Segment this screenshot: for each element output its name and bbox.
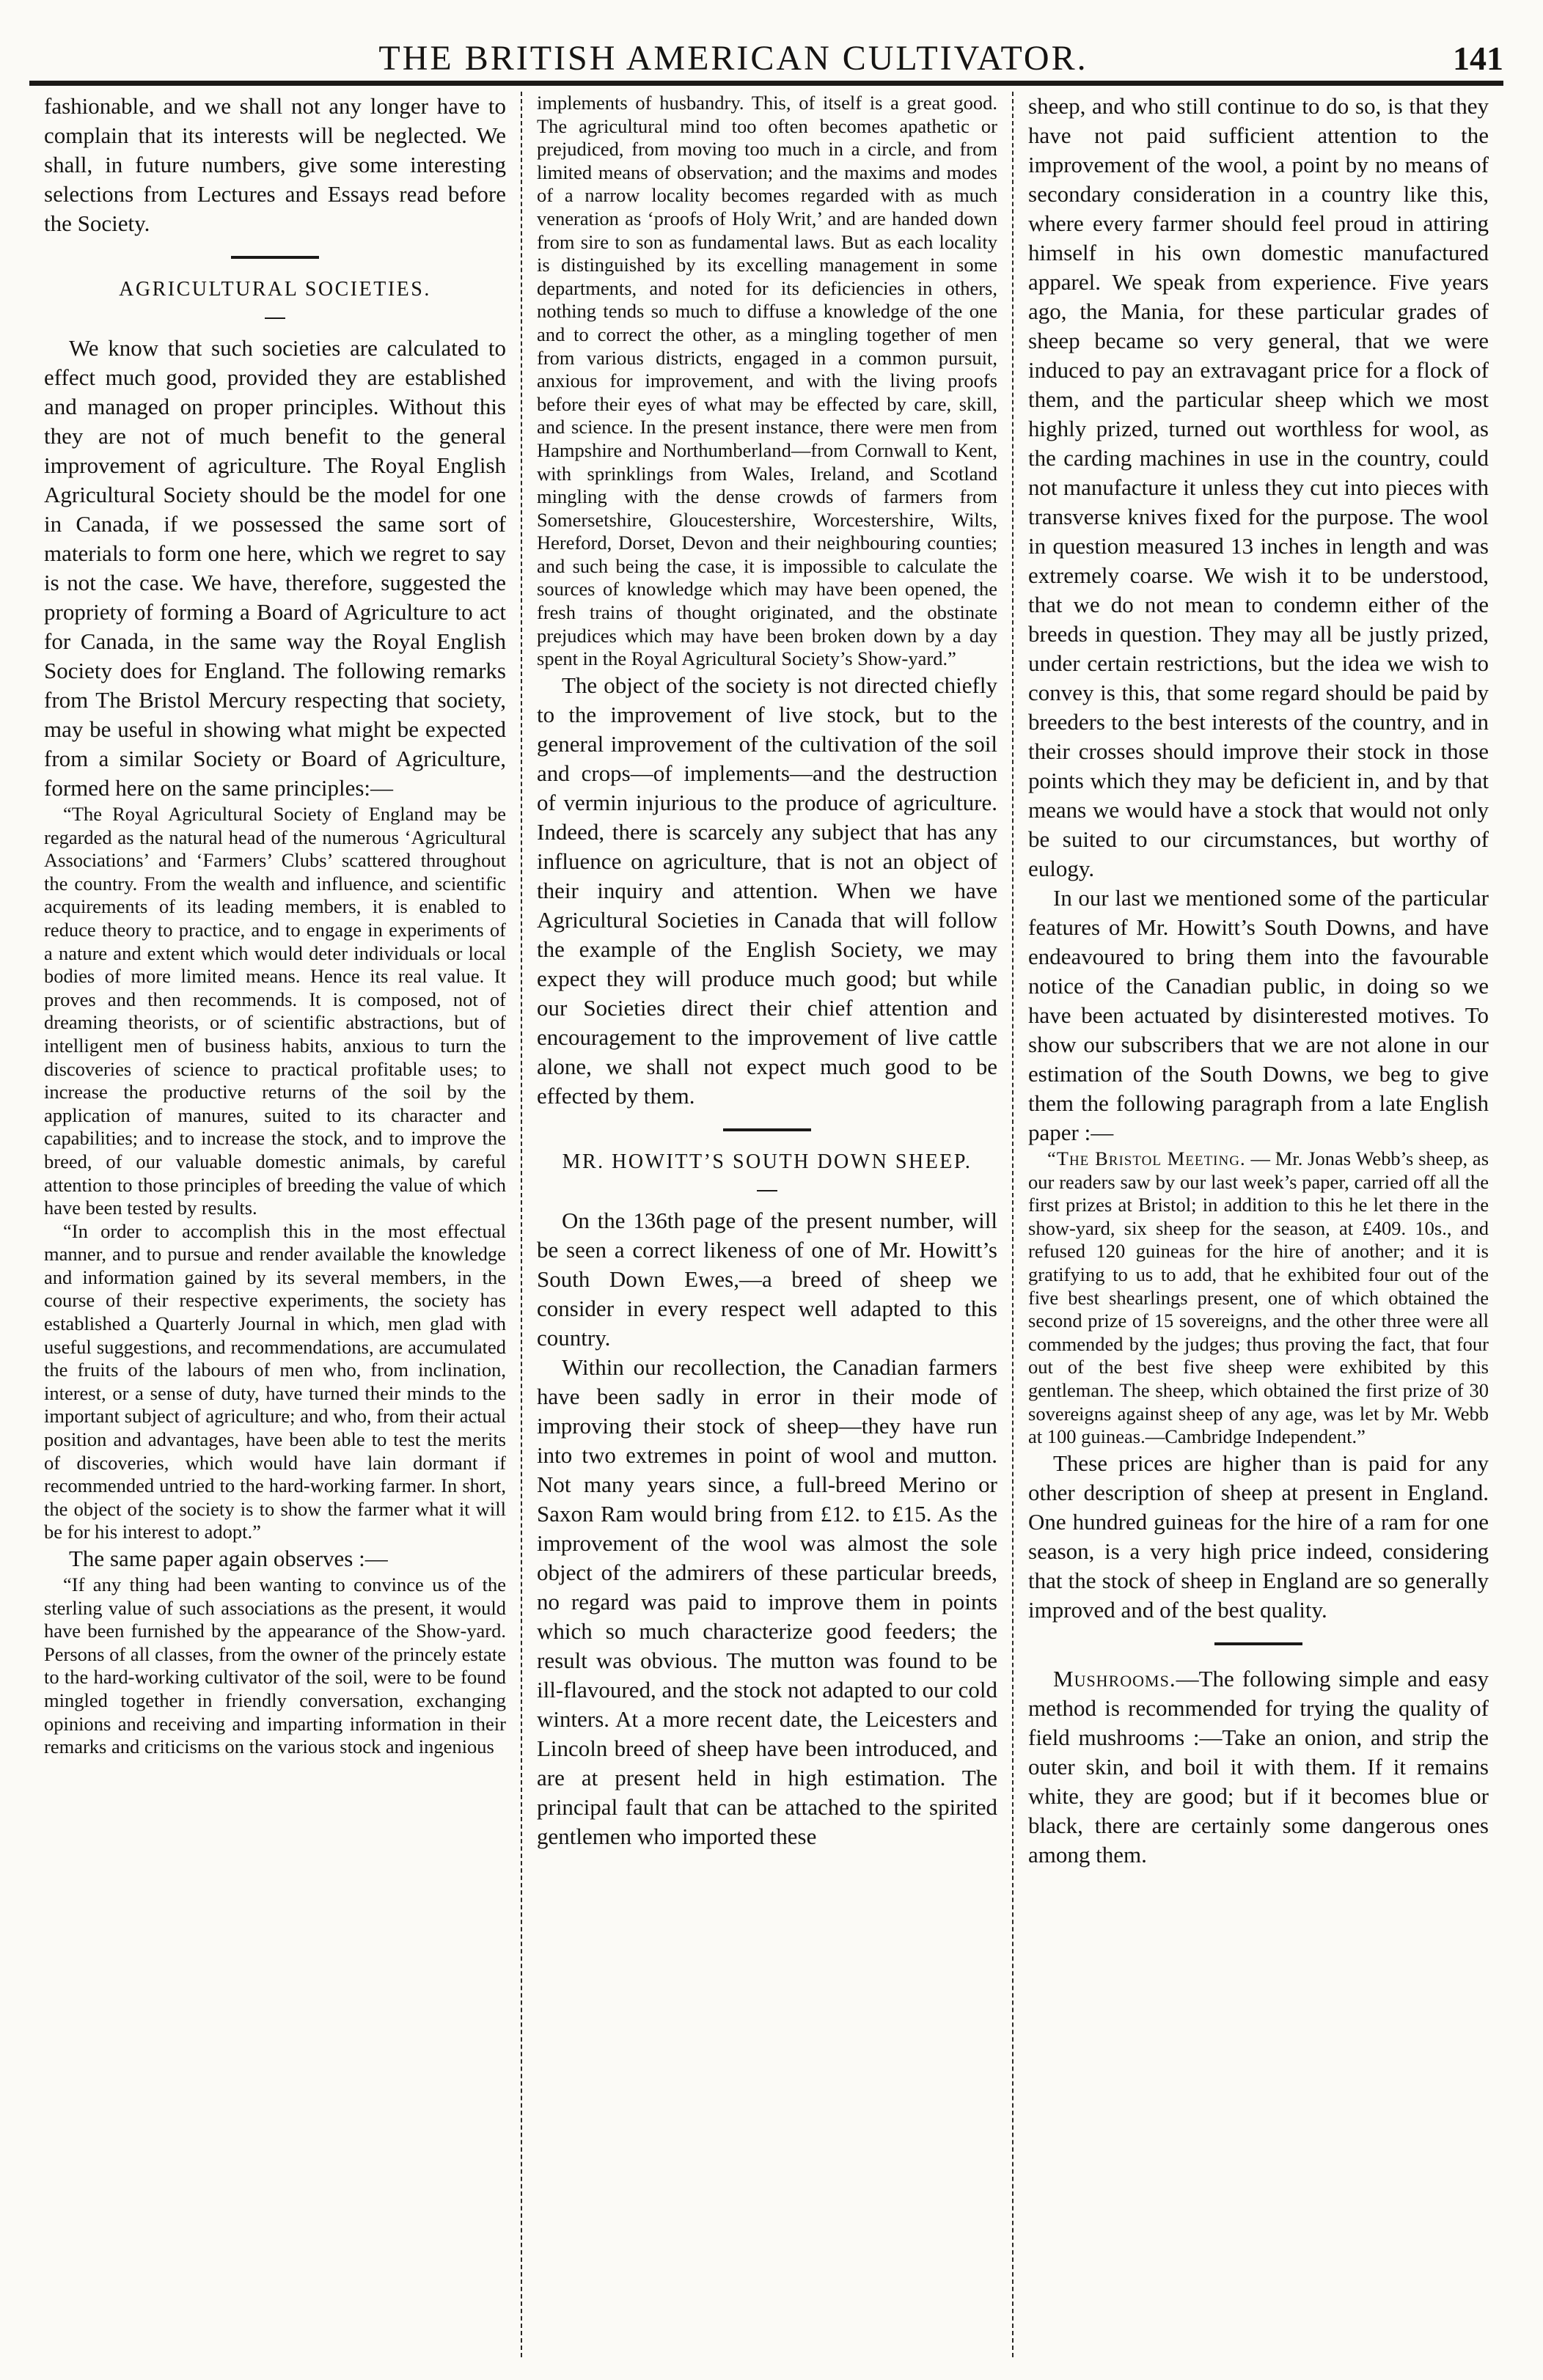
- quotation: “The Royal Agricultural Society of England may be regarded as the natural head of the numerous ‘Agricultural Associations’ and ‘Farmers’ Clubs’ scattered throughout the country. From the wealth and influence, and scientific acquirements of its leading members, it is enabled to reduce theory to practice, and to engage in experiments of a nature and extent which would deter individuals or local bodies of more limited means. Hence its real value. It proves and then recommends. It is composed, not of dreaming theorists, or of scientific abstractions, but of intelligent men of business habits, anxious to turn the discoveries of science to practical profitable uses; to increase the productive returns of the soil by the application of manures, suited to its character and capabilities; and to increase the stock, and to improve the breed, of our valuable domestic animals, by careful attention to those principles of breeding the value of which have been tested by results.: [44, 803, 506, 1219]
- paragraph: The same paper again observes :—: [69, 1546, 388, 1571]
- page-number: 141: [1453, 40, 1503, 77]
- quotation-lead: “The Bristol Meeting.: [1047, 1147, 1246, 1169]
- heading-agricultural-societies: AGRICULTURAL SOCIETIES.: [119, 278, 431, 301]
- paragraph: The object of the society is not directed chiefly to the improvement of live stock, but to the general improvement of the cultivation of the soil and crops—of implements—and the destruction of vermin injurious to the produce of agriculture. Indeed, there is scarcely any subject that has any influence on agriculture, that is not an object of their inquiry and attention. When we have Agricultural Societies in Canada that will follow the example of the English Society, we may expect they will produce much good; but while our Societies direct their chief attention and encouragement to the improvement of live cattle alone, we shall not expect much good to be effected by them.: [537, 672, 997, 1109]
- quotation: “If any thing had been wanting to convince us of the sterling value of such associations as the present, it would have been furnished by the appearance of the Show-yard. Persons of all classes, from the owner of the princely estate to the hard-working cultivator of the soil, were to be found mingled together in friendly conversation, exchanging opinions and receiving and imparting information in their remarks and criticisms on the various stock and ingenious: [44, 1573, 506, 1758]
- running-title: THE BRITISH AMERICAN CULTIVATOR.: [378, 39, 1088, 78]
- heading-dash: [265, 317, 285, 319]
- section-divider: [1214, 1642, 1302, 1645]
- paragraph: Within our recollection, the Canadian farmers have been sadly in error in their mode of improving their stock of sheep—they have run into two extremes in point of wool and mutton. Not many years since, a full-breed Merino or Saxon Ram would bring from £12. to £15. As the improvement of the wool was almost the sole object of the admirers of these particular breeds, no regard was paid to improve them in points which so much characterize good feeders; the result was obvious. The mutton was found to be ill-flavoured, and the stock not adapted to our cold winters. At a more recent date, the Leicesters and Lincoln breed of sheep have been introduced, and are at present held in high estimation. The principal fault that can be attached to the spirited gentlemen who imported these: [537, 1354, 997, 1849]
- quotation: implements of husbandry. This, of itself is a great good. The agricultural mind too often becomes apathetic or prejudiced, from moving too much in a circle, and from limited means of observation; and the maxims and modes of a narrow locality becomes regarded with as much veneration as ‘proofs of Holy Writ,’ and are handed down from sire to son as fundamental laws. But as each locality is distinguished by its excelling management in some departments, and noted for its deficiencies in others, nothing tends so much to diffuse a knowledge of the one and to correct the other, as a mingling together of men from various districts, engaged in a common pursuit, anxious for improvement, and with the living proofs before their eyes of what may be effected by care, skill, and science. In the present instance, there were men from Hampshire and Northumberland—from Cornwall to Kent, with sprinklings from Wales, Ireland, and Scotland mingling with the dense crowds of farmers from Somersetshire, Gloucestershire, Worcestershire, Wilts, Hereford, Dorset, Devon and their neighbouring counties; and such being the case, it is impossible to calculate the sources of knowledge which may have been opened, the fresh trains of thought originated, and the obstinate prejudices which may have been broken down by a day spent in the Royal Agricultural Society’s Show-yard.”: [537, 92, 997, 670]
- paragraph: These prices are higher than is paid for any other description of sheep at present in England. One hundred guineas for the hire of a ram for one season, is a very high price indeed, considering that the stock of sheep in England are so generally improved and of the best quality.: [1028, 1450, 1489, 1623]
- quotation-body: — Mr. Jonas Webb’s sheep, as our readers saw by our last week’s paper, carried off all the first prizes at Bristol; in addition to this he let there in the show-yard, six sheep for the season, at £409. 10s., and refused 120 guineas for the hire of another; and it is gratifying to us to add, that he exhibited four out of the five best shearlings present, one of which obtained the second prize of 15 sovereigns, and the other three were all commended by the judges; thus proving the fact, that four out of the best five sheep were exhibited by this gentleman. The sheep, which obtained the first prize of 30 sovereigns against sheep of any age, was let by Mr. Webb at 100 guineas.—Cambridge Independent.”: [1028, 1147, 1489, 1448]
- heading-dash: [757, 1190, 777, 1191]
- paragraph: [1028, 1664, 1489, 1870]
- section-divider: [723, 1128, 811, 1131]
- column-2: [521, 92, 1012, 2357]
- paragraph: We know that such societies are calculated to effect much good, provided they are established and managed on proper principles. Without this they are not of much benefit to the general improvement of agriculture. The Royal English Agricultural Society should be the model for one in Canada, if we possessed the same sort of materials to form one here, which we regret to say is not the case. We have, therefore, suggested the propriety of forming a Board of Agriculture to act for Canada, in the same way the Royal English Society does for England. The following remarks from The Bristol Mercury respecting that society, may be useful in showing what might be expected from a similar Society or Board of Agriculture, formed here on the same principles:—: [44, 335, 506, 801]
- paragraph-lead: Mushrooms.: [1053, 1665, 1176, 1692]
- paragraph: sheep, and who still continue to do so, is that they have not paid sufficient attention to the improvement of the wool, a point by no means of secondary consideration in a country like this, where every farmer should feel proud in attiring himself in his own domestic manufactured apparel. We speak from experience. Five years ago, the Mania, for these particular grades of sheep became so very general, that we were induced to pay an extravagant price for a flock of them, and the particular sheep which we most highly prized, turned out worthless for wool, as the carding machines in use in the country, could not manufacture it unless they cut into pieces with transverse knives fixed for the purpose. The wool in question measured 13 inches in length and was extremely coarse. We wish it to be understood, that we do not mean to condemn either of the breeds in question. They may all be justly prized, under certain restrictions, but the idea we wish to convey is this, that some regard should be paid by breeders to the best interests of the country, and in their crosses should improve their stock in those points which they may be deficient in, and by that means we would have a stock that would not only be suited to our circumstances, but worthy of eulogy.: [1028, 93, 1489, 881]
- section-divider: [231, 256, 319, 259]
- paragraph-body: —The following simple and easy method is recommended for trying the quality of field mushrooms :—Take an onion, and strip the outer skin, and boil it with them. If it remains white, they are good; but if it becomes blue or black, there are certainly some dangerous ones among them.: [1028, 1665, 1489, 1867]
- paragraph: On the 136th page of the present number, will be seen a correct likeness of one of Mr. Howitt’s South Down Ewes,—a breed of sheep we consider in every respect well adapted to this country.: [537, 1207, 997, 1351]
- article-columns: [29, 92, 1503, 2357]
- heading-south-down-sheep: MR. HOWITT’S SOUTH DOWN SHEEP.: [562, 1150, 972, 1173]
- column-1: [29, 92, 521, 2357]
- paragraph: fashionable, and we shall not any longer have to complain that its interests will be neglected. We shall, in future numbers, give some interesting selections from Lectures and Essays read before the Society.: [44, 93, 506, 236]
- column-3: [1012, 92, 1503, 2357]
- masthead: [29, 29, 1503, 81]
- quotation: [1028, 1147, 1489, 1449]
- header-rule: [29, 81, 1503, 86]
- paragraph: In our last we mentioned some of the particular features of Mr. Howitt’s South Downs, and have endeavoured to bring them into the favourable notice of the Canadian public, in doing so we have been actuated by disinterested motives. To show our subscribers that we are not alone in our estimation of the South Downs, we beg to give them the following paragraph from a late English paper :—: [1028, 885, 1489, 1145]
- quotation: “In order to accomplish this in the most effectual manner, and to pursue and render available the knowledge and information gained by its several members, in the course of their respective experiments, the society has established a Quarterly Journal in which, men glad with useful suggestions, and recommendations, are accumulated the fruits of the labours of men who, from inclination, interest, or a sense of duty, have turned their minds to the important subject of agriculture; and who, from their actual position and advantages, have been able to test the merits of discoveries, which would have lain dormant if recommended untried to the hard-working farmer. In short, the object of the society is to show the farmer what it will be for his interest to adopt.”: [44, 1219, 506, 1543]
